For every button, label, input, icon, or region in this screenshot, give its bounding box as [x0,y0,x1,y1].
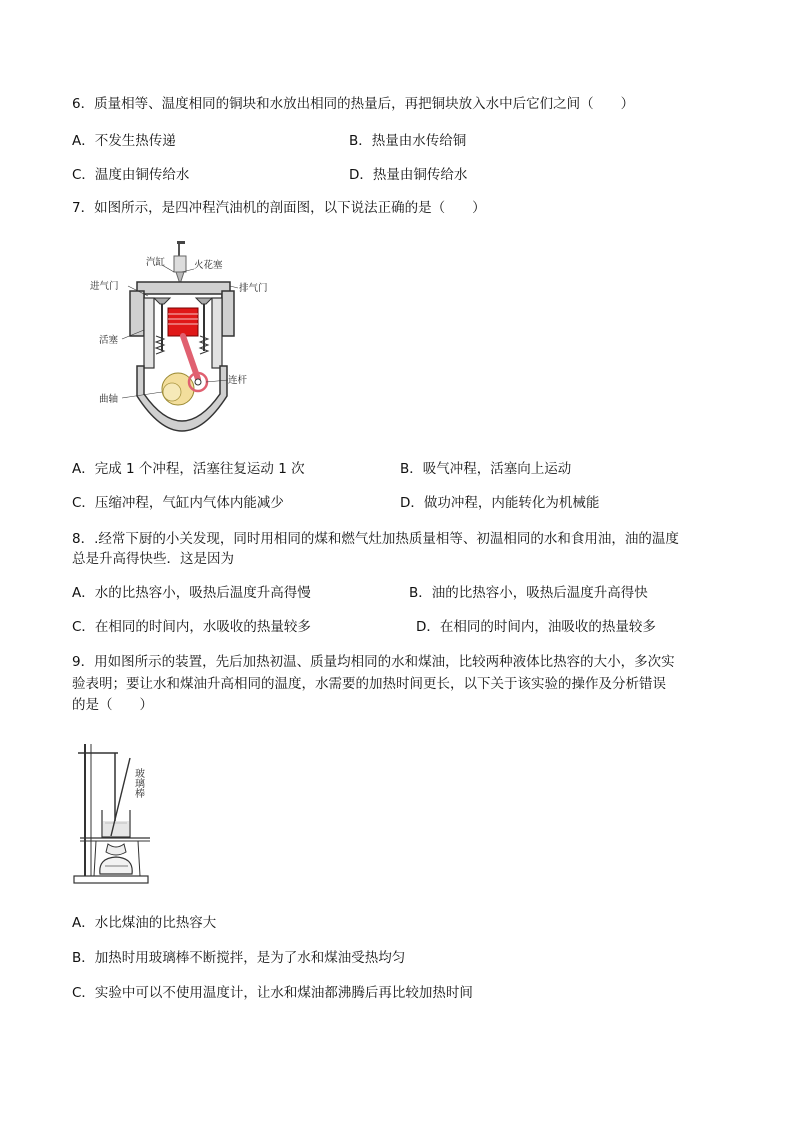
q7-option-b: B．吸气冲程，活塞向上运动 [400,461,572,477]
q8-option-c: C．在相同的时间内，水吸收的热量较多 [72,619,311,635]
q7-option-d: D．做功冲程，内能转化为机械能 [400,495,600,511]
label-spark-plug: 火花塞 [194,260,223,271]
q9-option-a: A．水比煤油的比热容大 [72,915,217,931]
label-intake-valve: 进气门 [90,281,119,292]
q9-stem-line-2: 验表明；要让水和煤油升高相同的温度，水需要的加热时间更长，以下关于该实验的操作及分析错误 [72,676,666,692]
label-exhaust-valve: 排气门 [239,283,268,294]
q6-stem: 6．质量相等、温度相同的铜块和水放出相同的热量后，再把铜块放入水中后它们之间（ ） [72,96,635,112]
q7-stem: 7．如图所示，是四冲程汽油机的剖面图，以下说法正确的是（ ） [72,200,486,216]
q6-option-a: A．不发生热传递 [72,133,176,149]
label-cylinder: 汽缸 [146,257,166,268]
q6-option-d: D．热量由铜传给水 [349,167,468,183]
label-connecting-rod: 连杆 [228,375,248,386]
q8-stem-line-1: 8．.经常下厨的小关发现，同时用相同的煤和燃气灶加热质量相等、初温相同的水和食用油，油的温度 [72,531,679,547]
label-crankshaft: 曲轴 [99,394,119,405]
q8-option-a: A．水的比热容小，吸热后温度升高得慢 [72,585,311,601]
heating-apparatus-figure [72,740,152,888]
label-stirring-rod: 玻璃棒 [132,768,144,798]
q9-stem-line-3: 的是（ ） [72,697,153,713]
q9-option-b: B．加热时用玻璃棒不断搅拌，是为了水和煤油受热均匀 [72,950,406,966]
q6-option-b: B．热量由水传给铜 [349,133,467,149]
engine-cross-section-figure [82,236,282,442]
q6-option-c: C．温度由铜传给水 [72,167,190,183]
label-piston: 活塞 [99,335,119,346]
q7-option-c: C．压缩冲程，气缸内气体内能减少 [72,495,284,511]
q8-stem-line-2: 总是升高得快些．这是因为 [72,551,234,567]
q9-option-c: C．实验中可以不使用温度计，让水和煤油都沸腾后再比较加热时间 [72,985,473,1001]
q9-stem-line-1: 9．用如图所示的装置，先后加热初温、质量均相同的水和煤油，比较两种液体比热容的大小，多次实 [72,654,675,670]
q7-option-a: A．完成 1 个冲程，活塞往复运动 1 次 [72,461,305,477]
q8-option-b: B．油的比热容小，吸热后温度升高得快 [409,585,648,601]
q8-option-d: D．在相同的时间内，油吸收的热量较多 [416,619,656,635]
